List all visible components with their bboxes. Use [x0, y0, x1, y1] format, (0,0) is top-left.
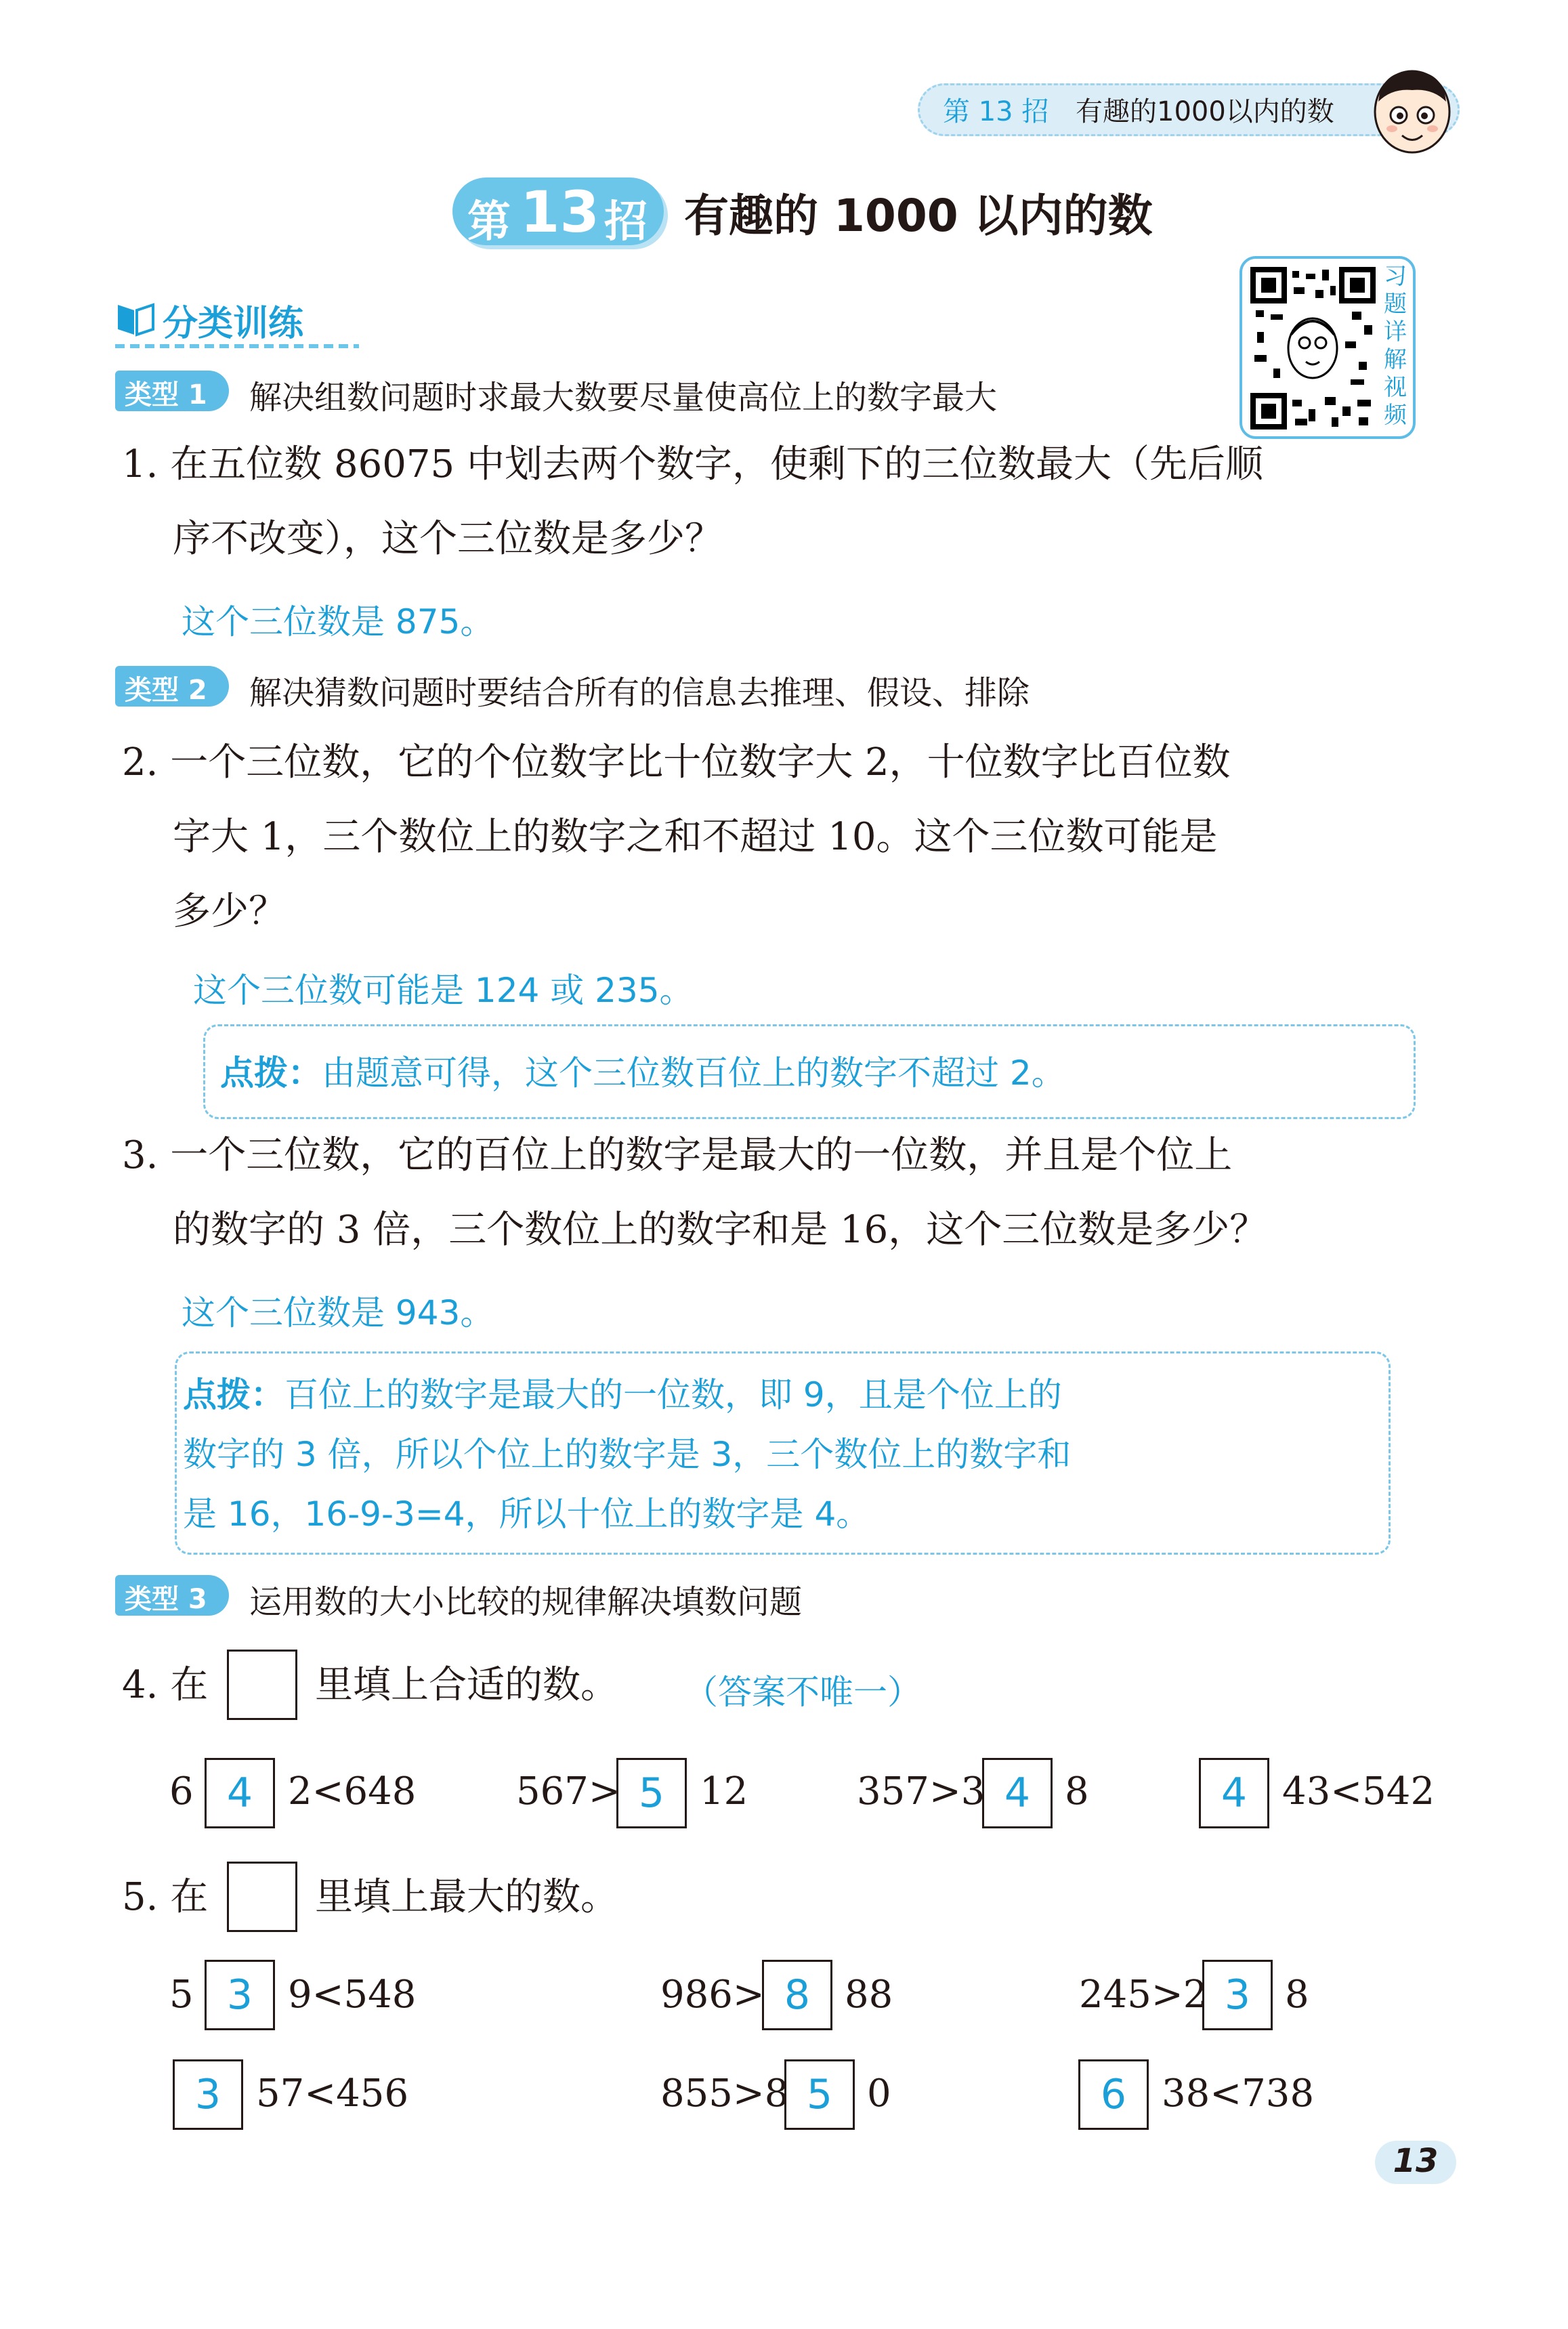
q2-line2: 字大 1，三个数位上的数字之和不超过 10。这个三位数可能是	[173, 815, 1218, 859]
q4-sample-box	[227, 1650, 297, 1720]
qr-caption-char: 详	[1384, 318, 1407, 345]
q4-item3-box[interactable]	[982, 1758, 1053, 1828]
type-2-text: 解决猜数问题时要结合所有的信息去推理、假设、排除	[249, 674, 1030, 712]
q3-line1: 3. 一个三位数，它的百位上的数字是最大的一位数，并且是个位上	[122, 1133, 1233, 1177]
title-badge-number: 13	[520, 179, 599, 245]
q5-item2-box[interactable]	[762, 1960, 832, 2030]
q5-item1-box[interactable]	[205, 1960, 275, 2030]
q5-item6-box[interactable]	[1078, 2059, 1149, 2130]
q2-hint-label: 点拨：	[220, 1053, 322, 1093]
q1-line2: 序不改变），这个三位数是多少？	[173, 517, 723, 561]
qr-caption-char: 频	[1384, 402, 1407, 429]
q5-item1-after: 9<548	[288, 1973, 417, 2017]
mascot-face-icon	[1368, 64, 1456, 159]
q2-hint	[220, 1043, 1065, 1103]
q4-suffix: 里填上合适的数。	[315, 1663, 618, 1707]
q5-item3-after: 8	[1285, 1973, 1309, 2017]
q5-item6-fill: 6	[1100, 2071, 1127, 2118]
q4-item2-fill: 5	[638, 1769, 665, 1817]
q3-hint-line3: 是 16，16-9-3=4，所以十位上的数字是 4。	[183, 1494, 870, 1534]
q4-item4-fill: 4	[1221, 1769, 1248, 1817]
q5-item5-box[interactable]	[784, 2059, 855, 2130]
q4-prefix: 4. 在	[122, 1663, 209, 1707]
qr-caption-char: 解	[1384, 346, 1407, 373]
q1-answer: 这个三位数是 875。	[182, 602, 494, 642]
q5-item1-fill: 3	[226, 1971, 253, 2019]
q4-item1-before: 6	[169, 1769, 194, 1813]
q4-item4-box[interactable]	[1199, 1758, 1269, 1828]
q4-item2-after: 12	[700, 1769, 748, 1813]
q4-item1-box[interactable]	[205, 1758, 275, 1828]
section-title: 分类训练	[163, 303, 304, 344]
q5-item6-after: 38<738	[1162, 2072, 1315, 2116]
q3-answer: 这个三位数是 943。	[182, 1293, 494, 1333]
q3-hint-line2: 数字的 3 倍，所以个位上的数字是 3，三个数位上的数字和	[183, 1435, 1072, 1474]
type-tag-2	[115, 666, 229, 707]
q5-item2-fill: 8	[784, 1971, 811, 2019]
qr-code-icon	[1250, 267, 1376, 429]
q4-item4-after: 43<542	[1282, 1769, 1435, 1813]
qr-caption-char: 习	[1384, 263, 1407, 290]
q3-hint-label: 点拨：	[183, 1375, 284, 1414]
q2-answer: 这个三位数可能是 124 或 235。	[193, 971, 694, 1010]
type-tag-1	[115, 371, 229, 411]
q4-item3-fill: 4	[1004, 1769, 1031, 1817]
q5-item3-box[interactable]	[1202, 1960, 1273, 2030]
title-badge-prefix: 第	[467, 197, 511, 247]
q5-item4-fill: 3	[194, 2071, 221, 2118]
header-chapter: 第 13 招	[943, 96, 1049, 127]
title-badge-suffix: 招	[604, 197, 648, 247]
q4-item1-fill: 4	[226, 1769, 253, 1817]
type-1-text: 解决组数问题时求最大数要尽量使高位上的数字最大	[249, 379, 998, 417]
type-tag-3-label: 类型 3	[125, 1584, 207, 1615]
q3-hint-line1	[183, 1365, 1062, 1425]
q4-item2-box[interactable]	[616, 1758, 687, 1828]
type-tag-3	[115, 1575, 229, 1616]
qr-caption-char: 视	[1384, 374, 1407, 401]
q2-line1: 2. 一个三位数，它的个位数字比十位数字大 2，十位数字比百位数	[122, 740, 1231, 784]
q5-item3-before: 245>2	[1079, 1973, 1208, 2017]
page-number	[1375, 2141, 1456, 2184]
q5-item2-after: 88	[845, 1973, 893, 2017]
q5-sample-box	[227, 1862, 297, 1932]
page-number-text: 13	[1393, 2142, 1439, 2180]
q5-item4-after: 57<456	[256, 2072, 409, 2116]
book-icon	[115, 298, 156, 339]
q5-item2-before: 986>	[660, 1973, 765, 2017]
q2-line3: 多少？	[173, 889, 287, 933]
q5-item5-before: 855>8	[660, 2072, 789, 2116]
type-3-text: 运用数的大小比较的规律解决填数问题	[249, 1583, 803, 1621]
q5-suffix: 里填上最大的数。	[315, 1875, 618, 1919]
q4-item2-before: 567>	[516, 1769, 620, 1813]
title-badge	[452, 177, 664, 245]
section-underline	[115, 344, 359, 348]
q5-item3-fill: 3	[1224, 1971, 1251, 2019]
type-tag-1-label: 类型 1	[125, 379, 207, 411]
q3-line2: 的数字的 3 倍，三个数位上的数字和是 16，这个三位数是多少？	[173, 1208, 1268, 1252]
q5-item1-before: 5	[169, 1973, 194, 2017]
q5-prefix: 5. 在	[122, 1875, 209, 1919]
q4-note: （答案不唯一）	[684, 1673, 921, 1712]
q5-item4-box[interactable]	[173, 2059, 243, 2130]
q1-line1: 1. 在五位数 86075 中划去两个数字，使剩下的三位数最大（先后顺	[122, 442, 1263, 486]
qr-caption-char: 题	[1384, 291, 1407, 318]
page-title: 有趣的 1000 以内的数	[684, 190, 1153, 242]
q4-item3-before: 357>3	[857, 1769, 986, 1813]
q2-hint-text: 由题意可得，这个三位数百位上的数字不超过 2。	[322, 1053, 1065, 1093]
q5-item5-fill: 5	[806, 2071, 833, 2118]
qr-code-panel[interactable]	[1239, 256, 1416, 439]
type-tag-2-label: 类型 2	[125, 675, 207, 706]
q4-item3-after: 8	[1065, 1769, 1089, 1813]
header-topic: 有趣的1000以内的数	[1076, 96, 1334, 127]
q4-item1-after: 2<648	[288, 1769, 417, 1813]
q5-item5-after: 0	[867, 2072, 891, 2116]
q3-hint-text-1: 百位上的数字是最大的一位数，即 9，且是个位上的	[284, 1375, 1062, 1414]
